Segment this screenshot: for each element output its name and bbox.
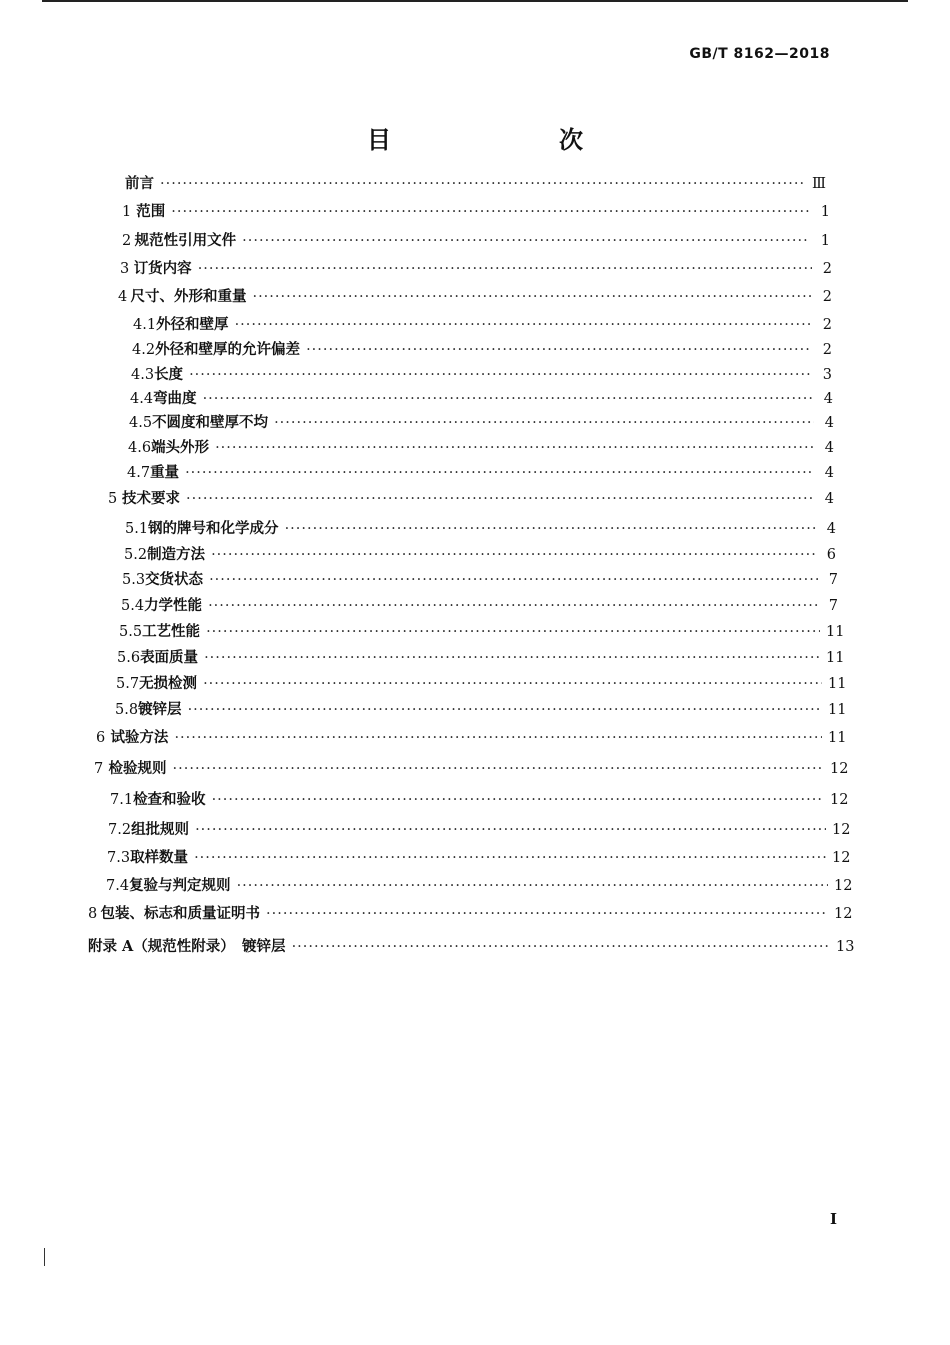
toc-entry-label: 外径和壁厚 <box>156 316 229 333</box>
toc-entry-number: 7.2 <box>108 822 132 838</box>
toc-entry-number: 8 <box>88 906 98 922</box>
toc-entry-label: 取样数量 <box>130 849 189 866</box>
toc-entry-number: 5.6 <box>117 650 141 666</box>
dot-leader <box>186 489 814 509</box>
toc-entry-page: 1 <box>820 233 830 249</box>
dot-leader <box>204 648 820 668</box>
dot-leader <box>198 259 812 279</box>
toc-entry-number: 4.5 <box>129 415 153 431</box>
toc-entry[interactable] <box>120 259 832 279</box>
toc-entry-label: 无损检测 <box>139 675 198 692</box>
toc-entry-page: Ⅲ <box>812 176 826 192</box>
toc-entry-page: 7 <box>828 598 838 614</box>
toc-entry[interactable] <box>122 231 830 251</box>
toc-entry-page: 2 <box>822 289 832 305</box>
toc-entry-page: 1 <box>820 204 830 220</box>
margin-mark <box>44 1248 45 1266</box>
toc-entry[interactable] <box>94 759 849 779</box>
toc-entry-label: 尺寸、外形和重量 <box>130 288 247 305</box>
dot-leader <box>160 174 806 194</box>
toc-entry-page: 4 <box>824 491 834 507</box>
standard-code: GB/T 8162—2018 <box>689 46 830 62</box>
toc-entry-page: 7 <box>828 572 838 588</box>
toc-entry[interactable] <box>127 463 834 483</box>
toc-entry-number: 4.6 <box>128 440 152 456</box>
toc-entry-page: 12 <box>834 906 853 922</box>
dot-leader <box>173 759 824 779</box>
dot-leader <box>215 438 814 458</box>
dot-leader <box>235 315 812 335</box>
dot-leader <box>195 820 826 840</box>
toc-entry[interactable] <box>132 340 832 360</box>
dot-leader <box>292 937 830 957</box>
toc-entry-label: 范围 <box>136 203 166 220</box>
toc-entry[interactable] <box>128 438 834 458</box>
toc-entry-number: 7.4 <box>106 878 130 894</box>
dot-leader <box>203 674 822 694</box>
toc-entry-page: 12 <box>830 792 849 808</box>
dot-leader <box>285 519 816 539</box>
toc-entry-page: 4 <box>824 440 834 456</box>
dot-leader <box>266 904 828 924</box>
toc-entry-page: 11 <box>828 676 847 692</box>
dot-leader <box>212 790 824 810</box>
toc-entry-label: 端头外形 <box>151 439 210 456</box>
toc-entry-page: 4 <box>824 465 834 481</box>
toc-entry-page: 4 <box>824 415 834 431</box>
toc-entry-number: 2 <box>122 233 132 249</box>
toc-entry-page: 12 <box>834 878 853 894</box>
toc-entry-label: 制造方法 <box>147 546 206 563</box>
toc-title: 目 次 <box>367 125 623 154</box>
toc-entry-page: 4 <box>823 391 833 407</box>
toc-entry-label: 附录 A（规范性附录） 镀锌层 <box>88 938 286 955</box>
toc-entry[interactable] <box>118 287 832 307</box>
toc-entry-number: 7.3 <box>107 850 131 866</box>
toc-entry-label: 技术要求 <box>122 490 180 507</box>
toc-entry-number: 5.2 <box>124 547 148 563</box>
toc-entry-page: 12 <box>830 761 849 777</box>
dot-leader <box>242 231 810 251</box>
toc-entry[interactable] <box>96 728 847 748</box>
toc-entry[interactable] <box>122 202 830 222</box>
toc-entry-number: 5.5 <box>119 624 143 640</box>
toc-entry-number: 1 <box>122 204 132 220</box>
toc-entry-page: 11 <box>826 650 845 666</box>
toc-entry-label: 工艺性能 <box>142 623 201 640</box>
toc-entry-number: 4 <box>118 289 128 305</box>
toc-entry[interactable] <box>117 648 845 668</box>
dot-leader <box>208 596 818 616</box>
toc-entry-page: 11 <box>828 730 847 746</box>
toc-entry-number: 6 <box>96 730 106 746</box>
toc-entry[interactable] <box>124 545 836 565</box>
dot-leader <box>206 622 820 642</box>
toc-entry[interactable] <box>121 596 838 616</box>
dot-leader <box>188 700 822 720</box>
dot-leader <box>209 570 818 590</box>
toc-entry-label: 前言 <box>125 175 154 192</box>
toc-entry[interactable] <box>106 876 853 896</box>
toc-entry-label: 订货内容 <box>133 260 192 277</box>
toc-entry[interactable] <box>108 820 851 840</box>
dot-leader <box>171 202 810 222</box>
toc-entry[interactable] <box>125 519 836 539</box>
dot-leader <box>252 287 812 307</box>
toc-entry[interactable] <box>129 413 834 433</box>
toc-entry[interactable] <box>119 622 845 642</box>
dot-leader <box>194 848 826 868</box>
top-rule <box>42 0 908 2</box>
toc-entry-number: 5.8 <box>115 702 139 718</box>
toc-entry-page: 11 <box>826 624 845 640</box>
toc-entry[interactable] <box>116 674 847 694</box>
toc-entry-number: 4.4 <box>130 391 154 407</box>
toc-entry-number: 3 <box>120 261 130 277</box>
toc-entry-label: 钢的牌号和化学成分 <box>148 520 279 537</box>
toc-entry-label: 规范性引用文件 <box>134 232 237 249</box>
toc-entry-number: 4.3 <box>131 367 155 383</box>
toc-entry-page: 6 <box>826 547 836 563</box>
dot-leader <box>189 365 812 385</box>
toc-entry-label: 力学性能 <box>144 597 203 614</box>
toc-entry-label: 复验与判定规则 <box>129 877 231 894</box>
toc-entry[interactable] <box>88 937 855 957</box>
toc-entry-number: 4.7 <box>127 465 151 481</box>
toc-entry-number: 5.1 <box>125 521 149 537</box>
dot-leader <box>174 728 822 748</box>
dot-leader <box>211 545 816 565</box>
toc-entry-label: 镀锌层 <box>138 701 182 718</box>
toc-entry-number: 4.2 <box>132 342 156 358</box>
toc-entry[interactable] <box>133 315 832 335</box>
toc-entry-page: 13 <box>836 939 855 955</box>
dot-leader <box>274 413 814 433</box>
toc-entry[interactable] <box>88 904 853 924</box>
toc-entry-page: 2 <box>822 317 832 333</box>
toc-entry[interactable] <box>110 790 849 810</box>
toc-entry-number: 5.4 <box>121 598 145 614</box>
toc-entry-page: 3 <box>822 367 832 383</box>
toc-entry-label: 检验规则 <box>108 760 167 777</box>
toc-entry[interactable] <box>115 700 847 720</box>
toc-entry-number: 5 <box>108 491 118 507</box>
dot-leader <box>237 876 828 896</box>
toc-entry-page: 12 <box>832 822 851 838</box>
toc-entry-label: 检查和验收 <box>133 791 206 808</box>
toc-entry[interactable] <box>131 365 832 385</box>
page-number: I <box>830 1210 838 1228</box>
toc-entry-number: 4.1 <box>133 317 157 333</box>
toc-entry[interactable] <box>122 570 838 590</box>
toc-entry-page: 4 <box>826 521 836 537</box>
toc-entry[interactable] <box>107 848 851 868</box>
toc-entry-page: 12 <box>832 850 851 866</box>
toc-entry-page: 2 <box>822 261 832 277</box>
toc-entry-page: 2 <box>822 342 832 358</box>
toc-entry-label: 重量 <box>150 464 180 481</box>
toc-entry-label: 不圆度和壁厚不均 <box>152 414 269 431</box>
toc-entry-number: 5.7 <box>116 676 140 692</box>
toc-entry-label: 包装、标志和质量证明书 <box>100 905 261 922</box>
toc-entry[interactable] <box>125 174 826 194</box>
toc-entry-page: 11 <box>828 702 847 718</box>
toc-entry-number: 5.3 <box>122 572 146 588</box>
toc-entry-label: 长度 <box>154 366 184 383</box>
dot-leader <box>185 463 814 483</box>
toc-entry-label: 交货状态 <box>145 571 204 588</box>
toc-entry[interactable] <box>130 389 833 409</box>
toc-entry[interactable] <box>108 489 834 509</box>
toc-entry-number: 7.1 <box>110 792 134 808</box>
toc-entry-label: 弯曲度 <box>153 390 197 407</box>
dot-leader <box>203 389 813 409</box>
toc-entry-label: 外径和壁厚的允许偏差 <box>155 341 301 358</box>
toc-entry-label: 表面质量 <box>140 649 199 666</box>
toc-entry-label: 试验方法 <box>110 729 169 746</box>
toc-entry-number: 7 <box>94 761 104 777</box>
toc-entry-label: 组批规则 <box>131 821 190 838</box>
dot-leader <box>306 340 812 360</box>
